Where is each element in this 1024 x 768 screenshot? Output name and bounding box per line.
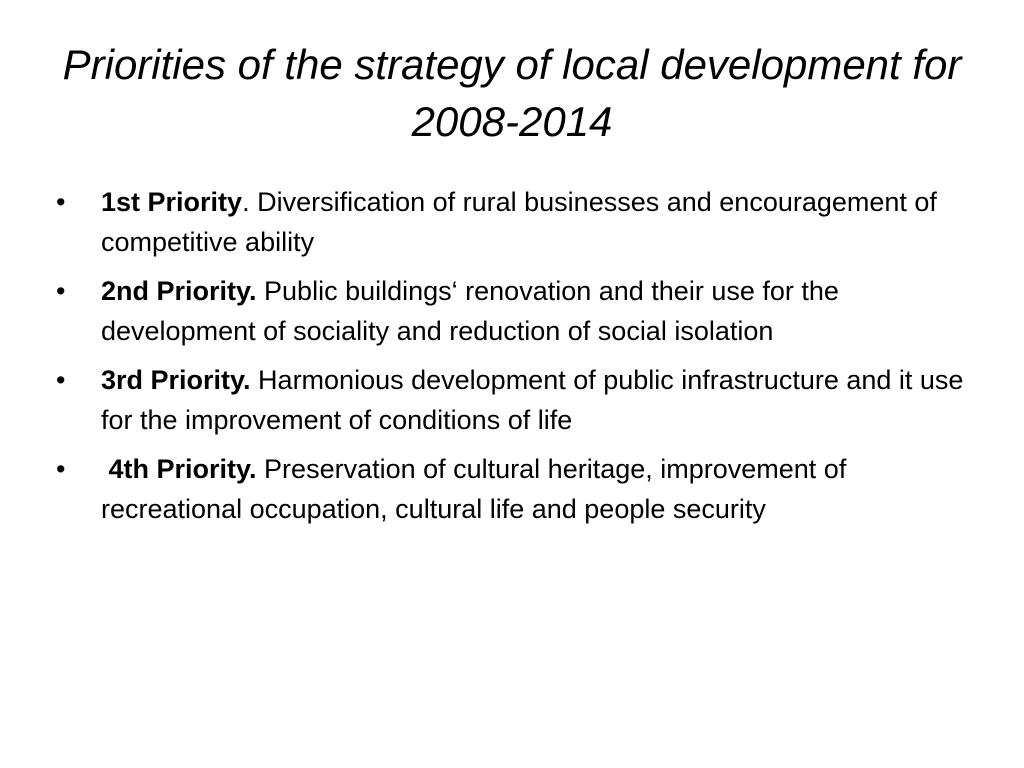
- priority-description: Preservation of cultural heritage, improvement of recreational occupation, cultural life and people security: [101, 454, 847, 524]
- priority-lead: 2nd Priority.: [101, 276, 257, 306]
- bullet-icon: •: [56, 187, 66, 217]
- list-item-priority-2: [56, 271, 976, 351]
- bullet-icon: •: [56, 365, 66, 395]
- priority-lead: 3rd Priority.: [101, 365, 251, 395]
- list-item-priority-3: [56, 360, 976, 440]
- priority-lead: 4th Priority.: [101, 454, 257, 484]
- list-item-priority-1: [56, 182, 976, 262]
- priority-lead: 1st Priority: [101, 187, 243, 217]
- list-item-priority-4: [56, 449, 976, 529]
- priority-description: . Diversification of rural businesses and encouragement of competitive ability: [101, 187, 937, 257]
- bullet-icon: •: [56, 276, 66, 306]
- priority-description: Public buildings‘ renovation and their use for the development of sociality and reduction of social isolation: [101, 276, 839, 346]
- bullet-icon: •: [56, 454, 66, 484]
- priority-list: [56, 182, 976, 538]
- priority-description: Harmonious development of public infrastructure and it use for the improvement of conditions of life: [101, 365, 964, 435]
- slide-title: Priorities of the strategy of local development for 2008-2014: [62, 41, 962, 145]
